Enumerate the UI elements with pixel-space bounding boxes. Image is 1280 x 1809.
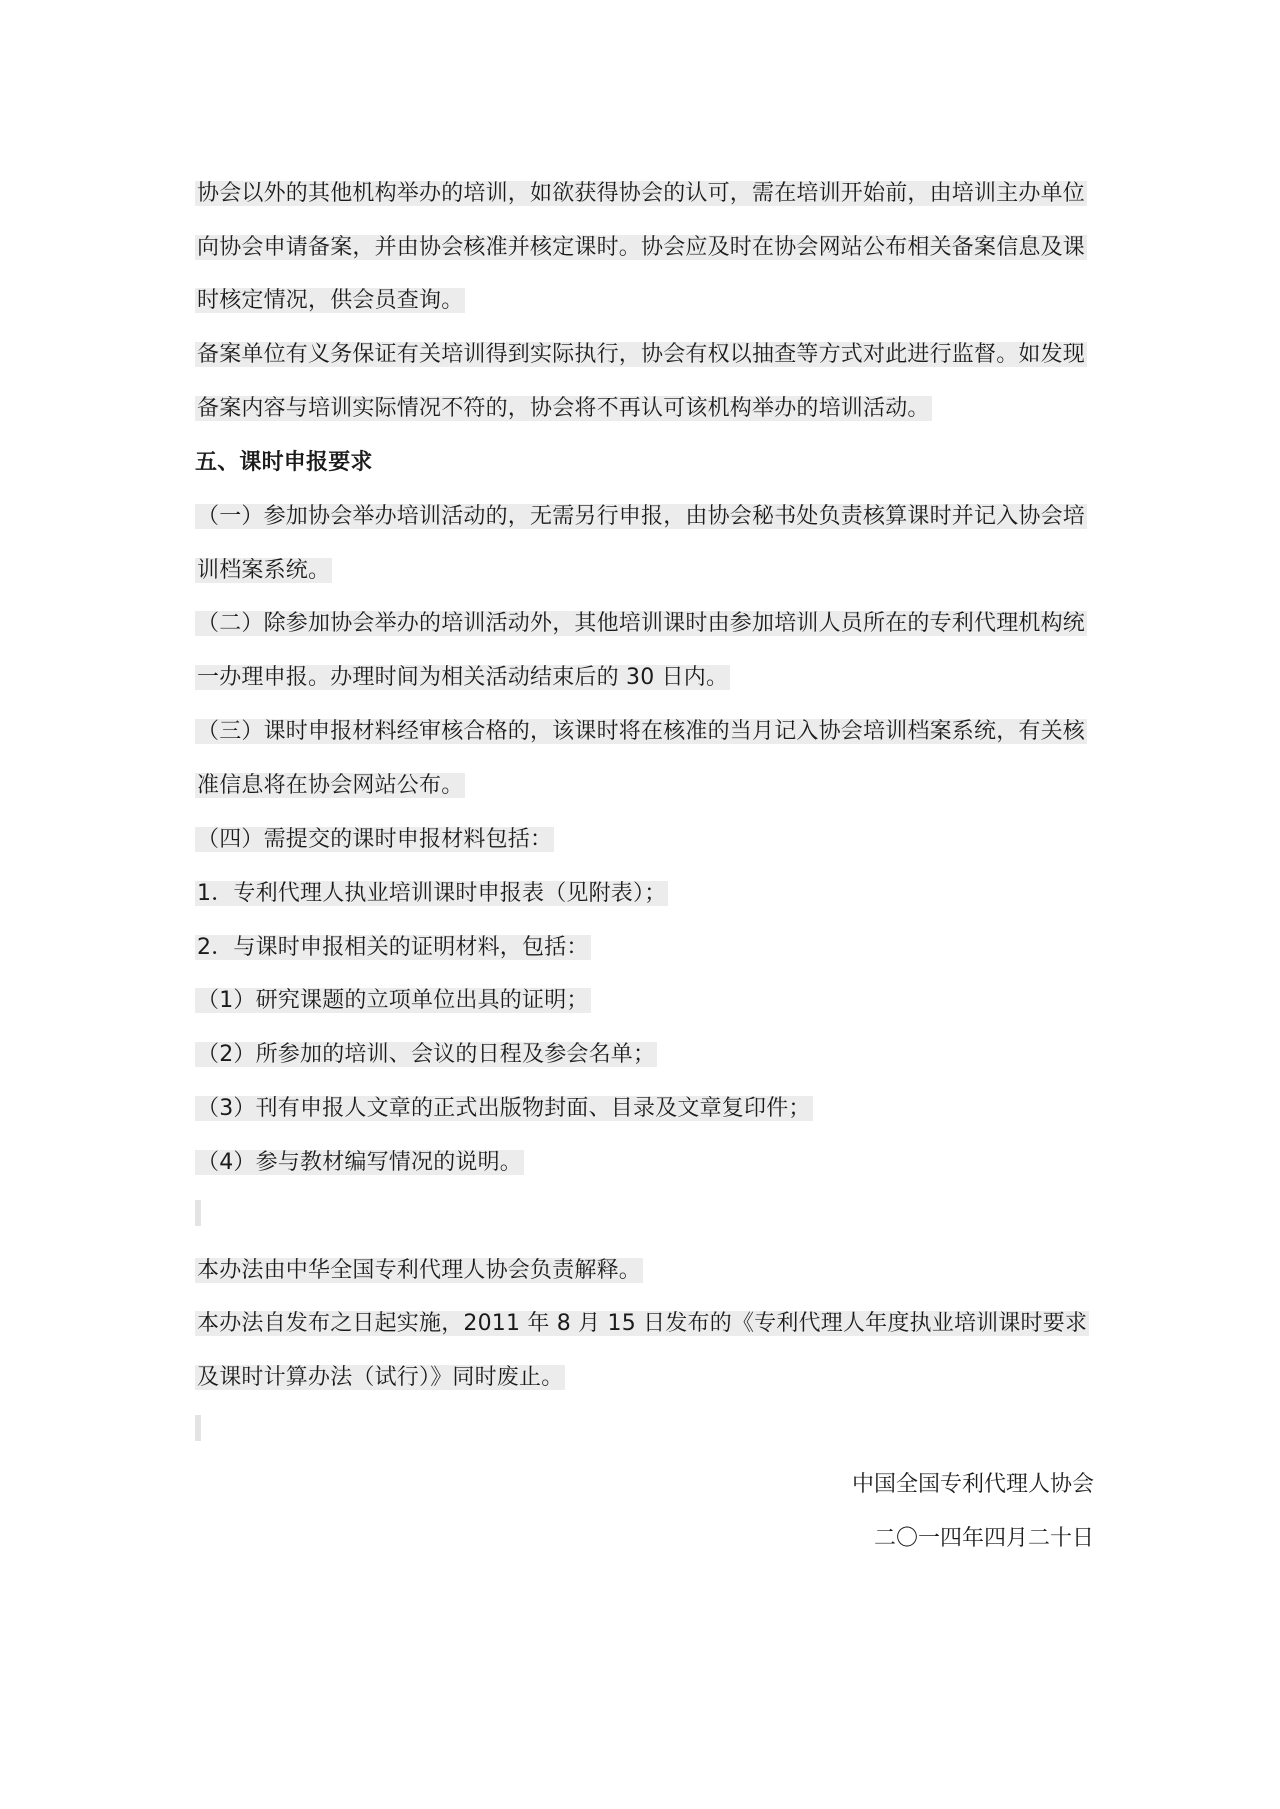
paragraph-line: 备案单位有义务保证有关培训得到实际执行，协会有权以抽查等方式对此进行监督。如发现: [197, 342, 1086, 367]
list-item: 2．与课时申报相关的证明材料，包括：: [197, 935, 589, 960]
paragraph-line: （四）需提交的课时申报材料包括：: [197, 827, 553, 852]
paragraph-line: （一）参加协会举办培训活动的，无需另行申报，由协会秘书处负责核算课时并记入协会培: [197, 504, 1086, 529]
paragraph-line: 准信息将在协会网站公布。: [197, 773, 464, 798]
list-item: （2）所参加的培训、会议的日程及参会名单；: [197, 1042, 656, 1067]
paragraph-line: （二）除参加协会举办的培训活动外，其他培训课时由参加培训人员所在的专利代理机构统: [197, 611, 1086, 636]
paragraph-line: 本办法由中华全国专利代理人协会负责解释。: [197, 1258, 642, 1283]
paragraph-line: 向协会申请备案，并由协会核准并核定课时。协会应及时在协会网站公布相关备案信息及课: [197, 235, 1086, 260]
signature-organization: 中国全国专利代理人协会: [851, 1472, 1094, 1497]
paragraph-line: 一办理申报。办理时间为相关活动结束后的 30 日内。: [197, 665, 729, 690]
paragraph-line: 本办法自发布之日起实施，2011 年 8 月 15 日发布的《专利代理人年度执业培训课时要求: [197, 1311, 1088, 1336]
list-item: 1．专利代理人执业培训课时申报表（见附表）；: [197, 881, 667, 906]
paragraph-line: 备案内容与培训实际情况不符的，协会将不再认可该机构举办的培训活动。: [197, 396, 930, 421]
paragraph-line: 训档案系统。: [197, 558, 331, 583]
list-item: （1）研究课题的立项单位出具的证明；: [197, 988, 589, 1013]
empty-line-marker: [195, 1415, 201, 1441]
empty-line-marker: [195, 1200, 201, 1226]
paragraph-line: （三）课时申报材料经审核合格的，该课时将在核准的当月记入协会培训档案系统，有关核: [197, 719, 1086, 744]
paragraph-line: 及课时计算办法（试行）》同时废止。: [197, 1365, 564, 1390]
paragraph-line: 时核定情况，供会员查询。: [197, 288, 464, 313]
section-heading: 五、课时申报要求: [195, 450, 373, 475]
list-item: （4）参与教材编写情况的说明。: [197, 1150, 522, 1175]
paragraph-line: 协会以外的其他机构举办的培训，如欲获得协会的认可，需在培训开始前，由培训主办单位: [197, 181, 1086, 206]
list-item: （3）刊有申报人文章的正式出版物封面、目录及文章复印件；: [197, 1096, 811, 1121]
signature-date: 二〇一四年四月二十日: [873, 1526, 1094, 1551]
